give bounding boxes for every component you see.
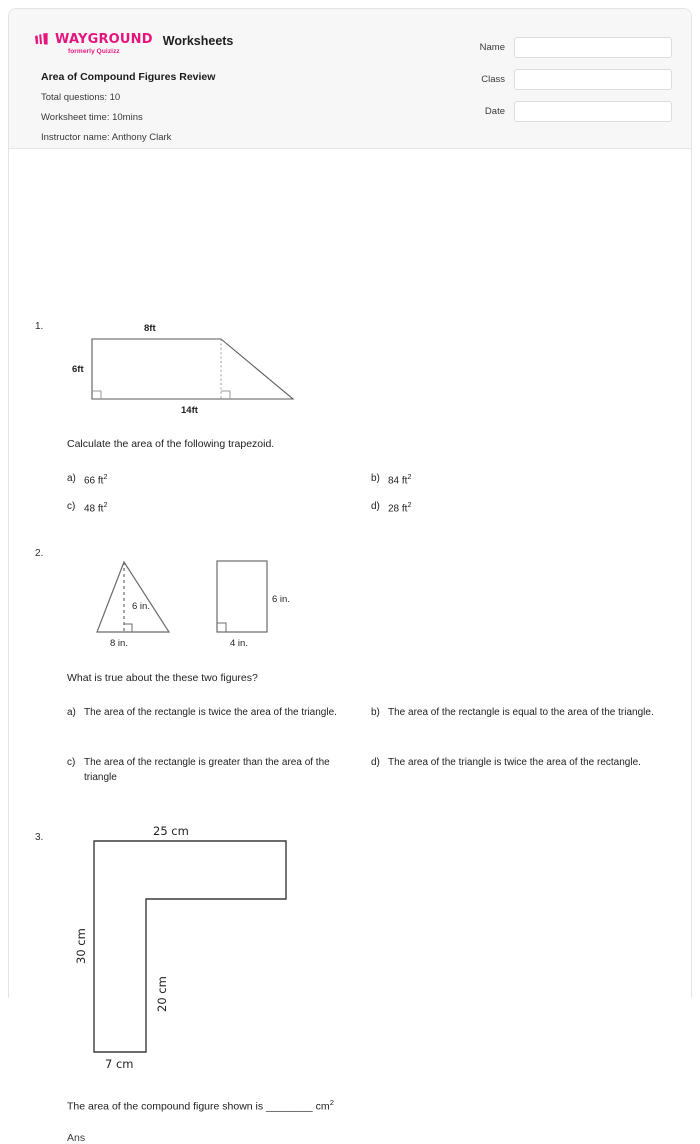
option-c-key: c) bbox=[67, 757, 76, 768]
wayground-logo bbox=[35, 32, 153, 55]
option-b-key: b) bbox=[371, 473, 380, 484]
option-d-key: d) bbox=[371, 757, 380, 768]
option-a-text: 66 $ft^2$ bbox=[84, 472, 108, 487]
triangle-rectangle-diagram bbox=[69, 554, 359, 649]
student-fields bbox=[480, 37, 672, 133]
l-shape-top-label: 25 cm bbox=[153, 824, 189, 838]
trapezoid-diagram bbox=[64, 317, 394, 427]
triangle-height-label: 6 in. bbox=[132, 601, 150, 612]
question-3-prompt-after: cm bbox=[312, 1100, 330, 1113]
logo-subtitle: formerly Quizizz bbox=[67, 48, 120, 55]
rectangle-base-label: 4 in. bbox=[230, 638, 248, 649]
question-2-option-d[interactable] bbox=[371, 756, 661, 771]
date-field-row bbox=[480, 101, 672, 122]
class-input[interactable] bbox=[514, 69, 672, 90]
date-input[interactable] bbox=[514, 101, 672, 122]
name-input[interactable] bbox=[514, 37, 672, 58]
option-c-text: 48 $ft^2$ bbox=[84, 500, 108, 515]
option-c-text: The area of the rectangle is greater than the area of the triangle bbox=[84, 757, 330, 783]
class-label: Class bbox=[481, 74, 505, 85]
instructor-name: Instructor name: Anthony Clark bbox=[41, 132, 172, 143]
question-3-number: 3. bbox=[35, 832, 44, 843]
class-field-row bbox=[480, 69, 672, 90]
wayground-bars-icon bbox=[35, 33, 52, 46]
date-label: Date bbox=[484, 106, 505, 117]
option-d-text: The area of the triangle is twice the area of the rectangle. bbox=[388, 757, 641, 768]
trapezoid-top-label: 8ft bbox=[144, 323, 156, 334]
option-b-text: 84 $ft^2$ bbox=[388, 472, 412, 487]
brand-row bbox=[35, 32, 233, 55]
triangle-base-label: 8 in. bbox=[110, 638, 128, 649]
question-2-prompt: What is true about the these two figures? bbox=[67, 672, 258, 684]
question-3-answer-label: Ans bbox=[67, 1132, 86, 1144]
worksheet-header bbox=[9, 9, 691, 149]
option-a-key: a) bbox=[67, 473, 76, 484]
worksheet-meta bbox=[41, 71, 215, 152]
option-a-text: The area of the rectangle is twice the area of the triangle. bbox=[84, 707, 337, 718]
option-c-key: c) bbox=[67, 501, 76, 512]
question-1-prompt: Calculate the area of the following trapezoid. bbox=[67, 438, 275, 450]
rectangle-height-label: 6 in. bbox=[272, 594, 290, 605]
question-3-prompt-before: The area of the compound figure shown is bbox=[67, 1100, 267, 1113]
worksheet-time: Worksheet time: 10mins bbox=[41, 112, 143, 123]
worksheet-page bbox=[8, 8, 692, 1144]
name-label: Name bbox=[479, 42, 505, 53]
total-questions: Total questions: 10 bbox=[41, 92, 121, 103]
option-d-text: 28 $ft^2$ bbox=[388, 500, 412, 515]
logo-wordmark: WAYGROUND bbox=[55, 32, 153, 47]
l-shape-diagram bbox=[79, 834, 339, 1064]
option-d-key: d) bbox=[371, 501, 380, 512]
question-1-number: 1. bbox=[35, 321, 44, 332]
question-1-option-c[interactable] bbox=[67, 500, 357, 517]
l-shape-inner-label: 20 cm bbox=[155, 976, 169, 1012]
worksheet-title: Area of Compound Figures Review bbox=[41, 71, 216, 83]
name-field-row bbox=[480, 37, 672, 58]
l-shape-bottom-label: 7 cm bbox=[105, 1057, 134, 1071]
l-shape-left-label: 30 cm bbox=[74, 928, 88, 964]
option-b-text: The area of the rectangle is equal to the area of the triangle. bbox=[388, 707, 654, 718]
option-b-key: b) bbox=[371, 707, 380, 718]
question-1-option-a[interactable] bbox=[67, 472, 357, 489]
product-title: Worksheets bbox=[162, 34, 234, 48]
question-2-option-c[interactable] bbox=[67, 756, 362, 785]
question-1-option-d[interactable] bbox=[371, 500, 661, 517]
question-2-option-a[interactable] bbox=[67, 706, 357, 721]
trapezoid-base-label: 14ft bbox=[181, 405, 198, 416]
trapezoid-left-label: 6ft bbox=[72, 364, 84, 375]
question-1-option-b[interactable] bbox=[371, 472, 661, 489]
question-3-prompt-exponent: 2 bbox=[329, 1098, 334, 1107]
question-2-option-b[interactable] bbox=[371, 706, 669, 721]
option-a-key: a) bbox=[67, 707, 76, 718]
question-3-answer-blank: ________ bbox=[266, 1100, 313, 1113]
question-2-number: 2. bbox=[35, 548, 44, 559]
question-3-prompt bbox=[67, 1098, 334, 1113]
